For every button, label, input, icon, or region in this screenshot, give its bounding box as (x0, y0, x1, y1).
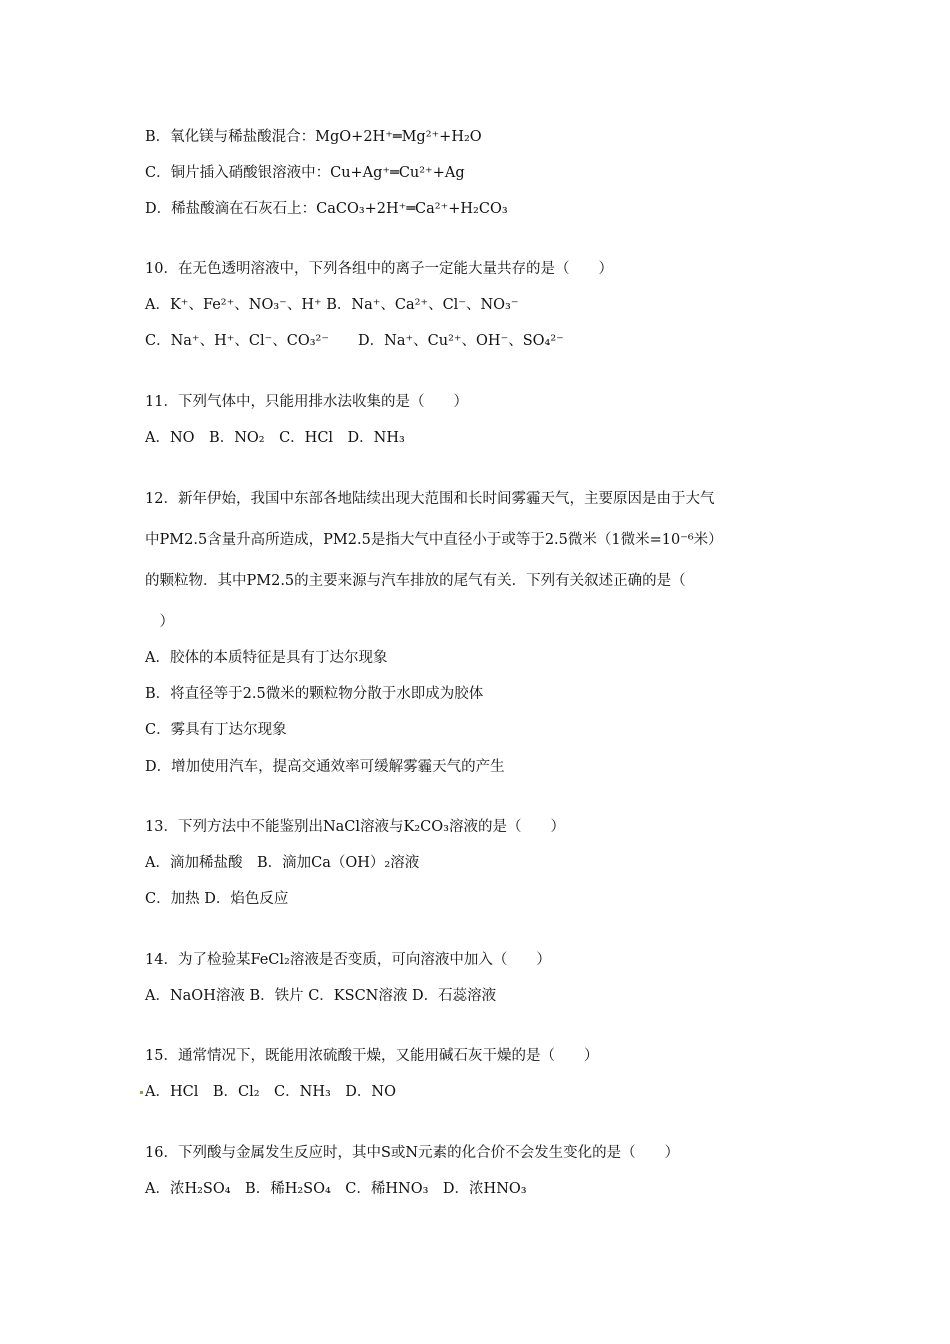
q12-stem-line2: 中PM2.5含量升高所造成，PM2.5是指大气中直径小于或等于2.5微米（1微米=10⁻⁶米） (145, 532, 723, 548)
q14-options: A．NaOH溶液 B．铁片 C．KSCN溶液 D．石蕊溶液 (145, 988, 497, 1004)
q13-options-ab: A．滴加稀盐酸 B．滴加Ca（OH）₂溶液 (145, 855, 420, 871)
q12-option-d: D．增加使用汽车，提高交通效率可缓解雾霾天气的产生 (145, 759, 505, 775)
q9-option-b: B．氧化镁与稀盐酸混合：MgO+2H⁺═Mg²⁺+H₂O (145, 129, 482, 145)
stray-mark (140, 1091, 143, 1094)
q15-options: A．HCl B．Cl₂ C．NH₃ D．NO (145, 1084, 396, 1100)
q12-option-a: A．胶体的本质特征是具有丁达尔现象 (145, 650, 388, 666)
q9-option-d: D．稀盐酸滴在石灰石上：CaCO₃+2H⁺═Ca²⁺+H₂CO₃ (145, 201, 508, 217)
q10-options-cd: C．Na⁺、H⁺、Cl⁻、CO₃²⁻ D．Na⁺、Cu²⁺、OH⁻、SO₄²⁻ (145, 333, 564, 349)
q11-options: A．NO B．NO₂ C．HCl D．NH₃ (145, 430, 405, 446)
q15-options-row (140, 1082, 396, 1102)
q10-stem: 10．在无色透明溶液中，下列各组中的离子一定能大量共存的是（ ） (145, 261, 613, 277)
q13-stem: 13．下列方法中不能鉴别出NaCl溶液与K₂CO₃溶液的是（ ） (145, 819, 565, 835)
q9-option-c: C．铜片插入硝酸银溶液中：Cu+Ag⁺═Cu²⁺+Ag (145, 165, 465, 181)
q11-stem: 11．下列气体中，只能用排水法收集的是（ ） (145, 394, 468, 410)
q12-stem-line4: ） (145, 614, 174, 630)
q12-stem-line3: 的颗粒物．其中PM2.5的主要来源与汽车排放的尾气有关．下列有关叙述正确的是（ (145, 573, 686, 589)
q12-option-c: C．雾具有丁达尔现象 (145, 722, 287, 738)
q16-options: A．浓H₂SO₄ B．稀H₂SO₄ C．稀HNO₃ D．浓HNO₃ (145, 1181, 527, 1197)
q12-stem-line1: 12．新年伊始，我国中东部各地陆续出现大范围和长时间雾霾天气，主要原因是由于大气 (145, 491, 715, 507)
q14-stem: 14．为了检验某FeCl₂溶液是否变质，可向溶液中加入（ ） (145, 952, 551, 968)
q10-options-ab: A．K⁺、Fe²⁺、NO₃⁻、H⁺ B．Na⁺、Ca²⁺、Cl⁻、NO₃⁻ (145, 297, 519, 313)
q15-stem: 15．通常情况下，既能用浓硫酸干燥，又能用碱石灰干燥的是（ ） (145, 1048, 599, 1064)
q13-options-cd: C．加热 D．焰色反应 (145, 891, 289, 907)
q12-option-b: B．将直径等于2.5微米的颗粒物分散于水即成为胶体 (145, 686, 484, 702)
q16-stem: 16．下列酸与金属发生反应时，其中S或N元素的化合价不会发生变化的是（ ） (145, 1145, 680, 1161)
